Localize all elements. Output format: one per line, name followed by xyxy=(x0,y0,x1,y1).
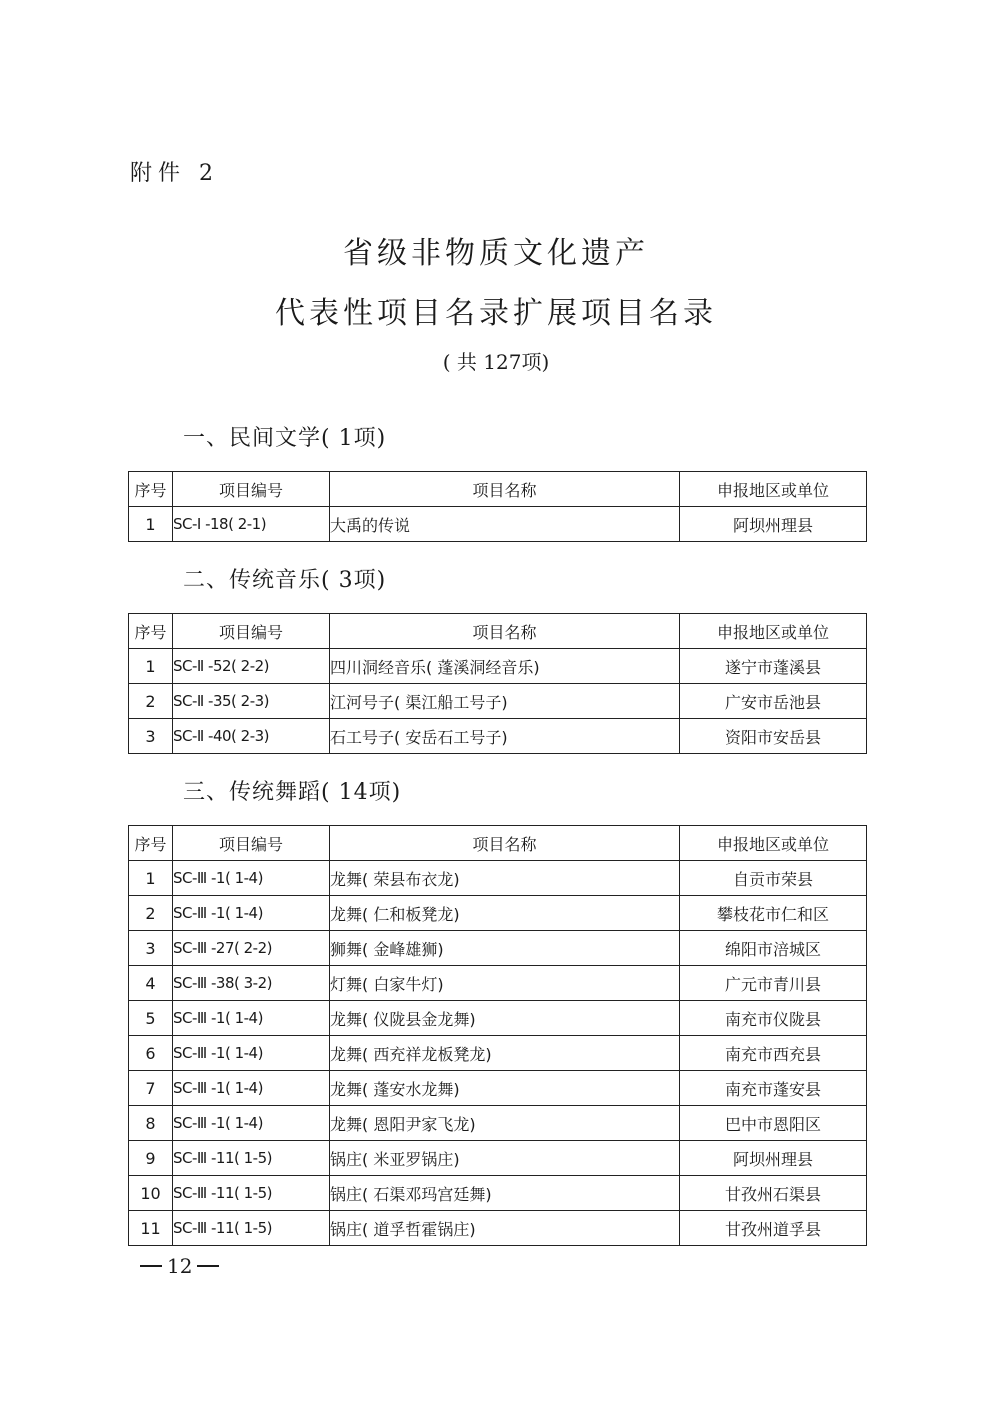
cell-region: 南充市仪陇县 xyxy=(680,1001,867,1036)
header-region: 申报地区或单位 xyxy=(680,472,867,507)
table-traditional-dance xyxy=(128,825,867,1246)
page-number-value: 12 xyxy=(167,1254,193,1278)
cell-region: 阿坝州理县 xyxy=(680,1141,867,1176)
cell-seq: 6 xyxy=(129,1036,173,1071)
cell-region: 广安市岳池县 xyxy=(680,684,867,719)
cell-name: 四川洞经音乐( 蓬溪洞经音乐) xyxy=(330,649,680,684)
cell-name: 大禹的传说 xyxy=(330,507,680,542)
cell-code: SC-Ⅲ -11( 1-5) xyxy=(173,1211,330,1246)
cell-name: 灯舞( 白家牛灯) xyxy=(330,966,680,1001)
header-region: 申报地区或单位 xyxy=(680,614,867,649)
table-folk-literature xyxy=(128,471,867,542)
header-code: 项目编号 xyxy=(173,826,330,861)
table-row xyxy=(129,1001,867,1036)
cell-seq: 1 xyxy=(129,861,173,896)
document-subtitle: ( 共 127项) xyxy=(442,350,550,374)
cell-code: SC-Ⅲ -11( 1-5) xyxy=(173,1141,330,1176)
cell-seq: 7 xyxy=(129,1071,173,1106)
cell-seq: 2 xyxy=(129,896,173,931)
cell-seq: 3 xyxy=(129,931,173,966)
cell-seq: 3 xyxy=(129,719,173,754)
cell-region: 甘孜州道孚县 xyxy=(680,1211,867,1246)
header-seq: 序号 xyxy=(129,826,173,861)
cell-region: 巴中市恩阳区 xyxy=(680,1106,867,1141)
table-row xyxy=(129,649,867,684)
cell-code: SC-Ⅲ -1( 1-4) xyxy=(173,896,330,931)
table-row xyxy=(129,896,867,931)
cell-code: SC-Ⅲ -1( 1-4) xyxy=(173,1036,330,1071)
section-heading-folk-literature: 一、民间文学( 1项) xyxy=(183,426,387,451)
header-code: 项目编号 xyxy=(173,614,330,649)
cell-name: 锅庄( 石渠邓玛宫廷舞) xyxy=(330,1176,680,1211)
section-heading-traditional-dance: 三、传统舞蹈( 14项) xyxy=(183,780,402,805)
cell-name: 锅庄( 道孚哲霍锅庄) xyxy=(330,1211,680,1246)
cell-code: SC-Ⅲ -1( 1-4) xyxy=(173,1106,330,1141)
cell-region: 绵阳市涪城区 xyxy=(680,931,867,966)
section-heading-traditional-music: 二、传统音乐( 3项) xyxy=(183,568,387,593)
cell-name: 龙舞( 蓬安水龙舞) xyxy=(330,1071,680,1106)
cell-region: 资阳市安岳县 xyxy=(680,719,867,754)
cell-region: 广元市青川县 xyxy=(680,966,867,1001)
cell-seq: 9 xyxy=(129,1141,173,1176)
cell-code: SC-Ⅲ -11( 1-5) xyxy=(173,1176,330,1211)
table-traditional-music xyxy=(128,613,867,754)
cell-seq: 5 xyxy=(129,1001,173,1036)
page-number xyxy=(140,1254,219,1278)
header-name: 项目名称 xyxy=(330,826,680,861)
table-row xyxy=(129,931,867,966)
cell-seq: 4 xyxy=(129,966,173,1001)
cell-seq: 1 xyxy=(129,649,173,684)
document-title-line-1: 省级非物质文化遗产 xyxy=(343,236,649,271)
attachment-label: 附件 2 xyxy=(130,161,219,186)
cell-name: 锅庄( 米亚罗锅庄) xyxy=(330,1141,680,1176)
header-region: 申报地区或单位 xyxy=(680,826,867,861)
header-code: 项目编号 xyxy=(173,472,330,507)
cell-code: SC-Ⅱ -35( 2-3) xyxy=(173,684,330,719)
cell-code: SC-Ⅱ -40( 2-3) xyxy=(173,719,330,754)
cell-seq: 2 xyxy=(129,684,173,719)
cell-name: 狮舞( 金峰雄狮) xyxy=(330,931,680,966)
cell-code: SC-Ⅲ -1( 1-4) xyxy=(173,861,330,896)
cell-seq: 1 xyxy=(129,507,173,542)
cell-region: 攀枝花市仁和区 xyxy=(680,896,867,931)
table-header-row xyxy=(129,472,867,507)
cell-name: 江河号子( 渠江船工号子) xyxy=(330,684,680,719)
header-seq: 序号 xyxy=(129,614,173,649)
table-row xyxy=(129,1211,867,1246)
page-number-right-dash xyxy=(197,1265,219,1267)
table-row xyxy=(129,1036,867,1071)
cell-region: 甘孜州石渠县 xyxy=(680,1176,867,1211)
cell-region: 南充市西充县 xyxy=(680,1036,867,1071)
document-title-line-2: 代表性项目名录扩展项目名录 xyxy=(275,296,717,331)
table-row xyxy=(129,507,867,542)
cell-name: 龙舞( 仁和板凳龙) xyxy=(330,896,680,931)
header-name: 项目名称 xyxy=(330,614,680,649)
table-row xyxy=(129,1071,867,1106)
cell-name: 龙舞( 西充祥龙板凳龙) xyxy=(330,1036,680,1071)
table-row xyxy=(129,719,867,754)
table-row xyxy=(129,684,867,719)
table-row xyxy=(129,966,867,1001)
header-name: 项目名称 xyxy=(330,472,680,507)
cell-region: 自贡市荣县 xyxy=(680,861,867,896)
cell-code: SC-Ⅱ -52( 2-2) xyxy=(173,649,330,684)
table-row xyxy=(129,1141,867,1176)
cell-code: SC-Ⅲ -1( 1-4) xyxy=(173,1001,330,1036)
table-header-row xyxy=(129,614,867,649)
page-number-left-dash xyxy=(140,1265,162,1267)
cell-region: 遂宁市蓬溪县 xyxy=(680,649,867,684)
table-row xyxy=(129,861,867,896)
cell-code: SC-Ⅲ -38( 3-2) xyxy=(173,966,330,1001)
cell-name: 石工号子( 安岳石工号子) xyxy=(330,719,680,754)
cell-seq: 11 xyxy=(129,1211,173,1246)
cell-name: 龙舞( 恩阳尹家飞龙) xyxy=(330,1106,680,1141)
table-row xyxy=(129,1176,867,1211)
cell-seq: 8 xyxy=(129,1106,173,1141)
cell-code: SC-Ⅰ -18( 2-1) xyxy=(173,507,330,542)
cell-name: 龙舞( 仪陇县金龙舞) xyxy=(330,1001,680,1036)
table-header-row xyxy=(129,826,867,861)
cell-region: 阿坝州理县 xyxy=(680,507,867,542)
cell-code: SC-Ⅲ -1( 1-4) xyxy=(173,1071,330,1106)
cell-name: 龙舞( 荣县布衣龙) xyxy=(330,861,680,896)
header-seq: 序号 xyxy=(129,472,173,507)
cell-code: SC-Ⅲ -27( 2-2) xyxy=(173,931,330,966)
table-row xyxy=(129,1106,867,1141)
cell-seq: 10 xyxy=(129,1176,173,1211)
cell-region: 南充市蓬安县 xyxy=(680,1071,867,1106)
